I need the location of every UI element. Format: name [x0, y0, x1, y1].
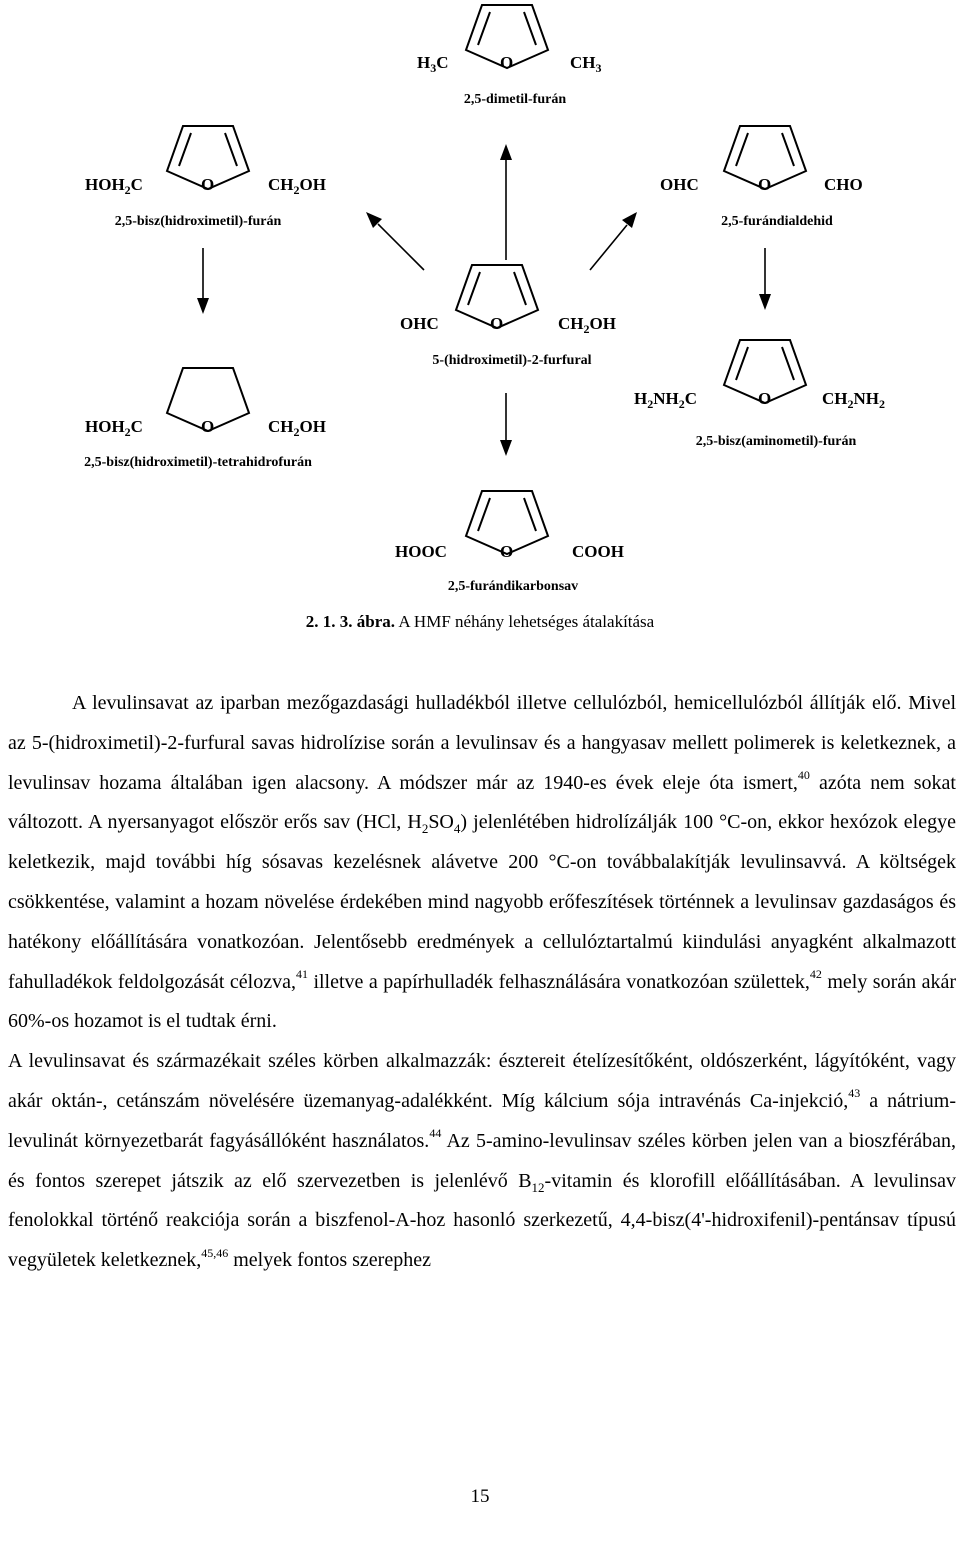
paragraph-1: A levulinsavat az iparban mezőgazdasági hulladékból illetve cellulózból, hemicellulózból állítják elő. Mivel az 5-(hidroximetil)-2-furfural savas hidrolízise során a levulinsav és a hangyasav mellett polimerek is keletkeznek, a levulinsav hozama általában igen alacsony. A módszer már az 1940-es évek eleje óta ismert,$^{40}$ azóta nem sokat változott. A nyersanyagot először erős sav (HCl, $H_2SO_4$) jelenlétében hidrolízálják 100 °C-on, ekkor hexózok elegye keletkezik, majd további híg sósavas kezelésnek alávetve 200 °C-on továbbalakítják levulinsavvá. A költségek csökkentése, valamint a hozam növelése érdekében mind nagyobb erőfeszítések történnek a levulinsav gazdaságos és hatékony előállítására vonatkozóan. Jelentősebb eredmények a cellulóztartalmú kiindulási anyagként alkalmazott fahulladékok feldolgozását célozva,$^{41}$ illetve a papírhulladék felhasználására vonatkozóan születtek,$^{42}$ mely során akár 60%-os hozamot is el tudtak érni.	[8, 692, 956, 1033]
page-number: 15	[470, 1486, 490, 1507]
svg-text:O: O	[201, 417, 215, 436]
svg-text:OHC: OHC	[660, 175, 699, 194]
dimetil-furan-name: 2,5-dimetil-furán	[463, 92, 567, 107]
arrow-to-bisz-hidroximetil	[366, 212, 424, 270]
hmf-name: 5-(hidroximetil)-2-furfural	[432, 353, 592, 368]
reference-45-46: 45,46	[201, 1245, 229, 1260]
reference-41: 41	[296, 966, 308, 981]
svg-text:O: O	[758, 175, 772, 194]
reference-42: 42	[809, 966, 822, 981]
tetrahidrofuran-structure	[84, 368, 326, 470]
svg-text:HOH2C: $HOH_2C$	[85, 417, 143, 439]
dimetil-furan-structure	[417, 5, 602, 107]
svg-text:OHC: OHC	[400, 314, 439, 333]
reaction-scheme	[0, 0, 960, 650]
arrow-to-dimetil	[500, 144, 512, 260]
furandikarbonsav-name: 2,5-furándikarbonsav	[447, 579, 579, 594]
svg-text:CHO: CHO	[824, 175, 863, 194]
reference-40: 40	[797, 767, 810, 782]
svg-text:HOH2C: $HOH_2C$	[85, 175, 143, 197]
paragraph-2: A levulinsavat és származékait széles körben alkalmazzák: észtereit ételízesítőként, oldószerként, lágyítóként, vagy akár oktán-, cetánszám növelésére üzemanyag-adalékként. Míg kálcium sója intravénás Ca-injekció,$^{43}$ a nátrium-levulinát környezetbarát fagyásállóként használatos.$^{44}$ Az 5-amino-levulinsav széles körben jelen van a bioszférában, és fontos szerepet játszik az elő szervezetben is jelenlévő $B_{12}$-vitamin és klorofill előállításában. A levulinsav fenolokkal történő reakciója során a biszfenol-A-hoz hasonló szerkezetű, 4,4-bisz(4'-hidroxifenil)-pentánsav típusú vegyületek keletkeznek,$^{45,46}$ melyek fontos szerephez	[8, 1050, 956, 1272]
figure-number: 2. 1. 3. ábra.	[305, 612, 396, 631]
furandialdehid-structure	[660, 126, 863, 229]
bisz-hidroximetil-furan-name: 2,5-bisz(hidroximetil)-furán	[114, 214, 282, 229]
svg-text:O: O	[758, 389, 772, 408]
svg-text:HOOC: HOOC	[395, 542, 447, 561]
furandikarbonsav-structure	[395, 491, 624, 594]
svg-text:H3C: $H_3C$	[417, 53, 449, 75]
svg-text:COOH: COOH	[572, 542, 624, 561]
hmf-structure	[400, 265, 616, 368]
arrow-to-tetrahidrofuran	[197, 248, 209, 314]
reference-43: 43	[848, 1086, 861, 1101]
body-text	[8, 684, 956, 1281]
svg-text:CH2NH2: $CH_2NH_2$	[822, 389, 885, 411]
arrow-to-furandikarbonsav	[500, 393, 512, 456]
svg-text:O: O	[500, 53, 514, 72]
svg-text:CH2OH: $CH_2OH$	[268, 175, 326, 197]
aminometil-furan-structure	[634, 340, 885, 449]
svg-text:O: O	[500, 542, 514, 561]
arrow-to-furandialdehid	[590, 212, 637, 270]
figure-caption-text: A HMF néhány lehetséges átalakítása	[398, 612, 655, 631]
bisz-hidroximetil-furan-structure	[85, 126, 326, 229]
arrow-to-aminometil	[759, 248, 771, 310]
svg-text:O: O	[490, 314, 504, 333]
svg-text:CH3: $CH_3$	[570, 53, 602, 75]
reference-44: 44	[429, 1126, 442, 1141]
svg-text:CH2OH: $CH_2OH$	[558, 314, 616, 336]
figure-caption	[0, 612, 960, 632]
svg-text:O: O	[201, 175, 215, 194]
tetrahidrofuran-name: 2,5-bisz(hidroximetil)-tetrahidrofurán	[84, 455, 312, 470]
aminometil-furan-name: 2,5-bisz(aminometil)-furán	[695, 434, 857, 449]
svg-text:CH2OH: $CH_2OH$	[268, 417, 326, 439]
furandialdehid-name: 2,5-furándialdehid	[721, 214, 833, 229]
svg-text:H2NH2C: $H_2NH_2C$	[634, 389, 698, 411]
